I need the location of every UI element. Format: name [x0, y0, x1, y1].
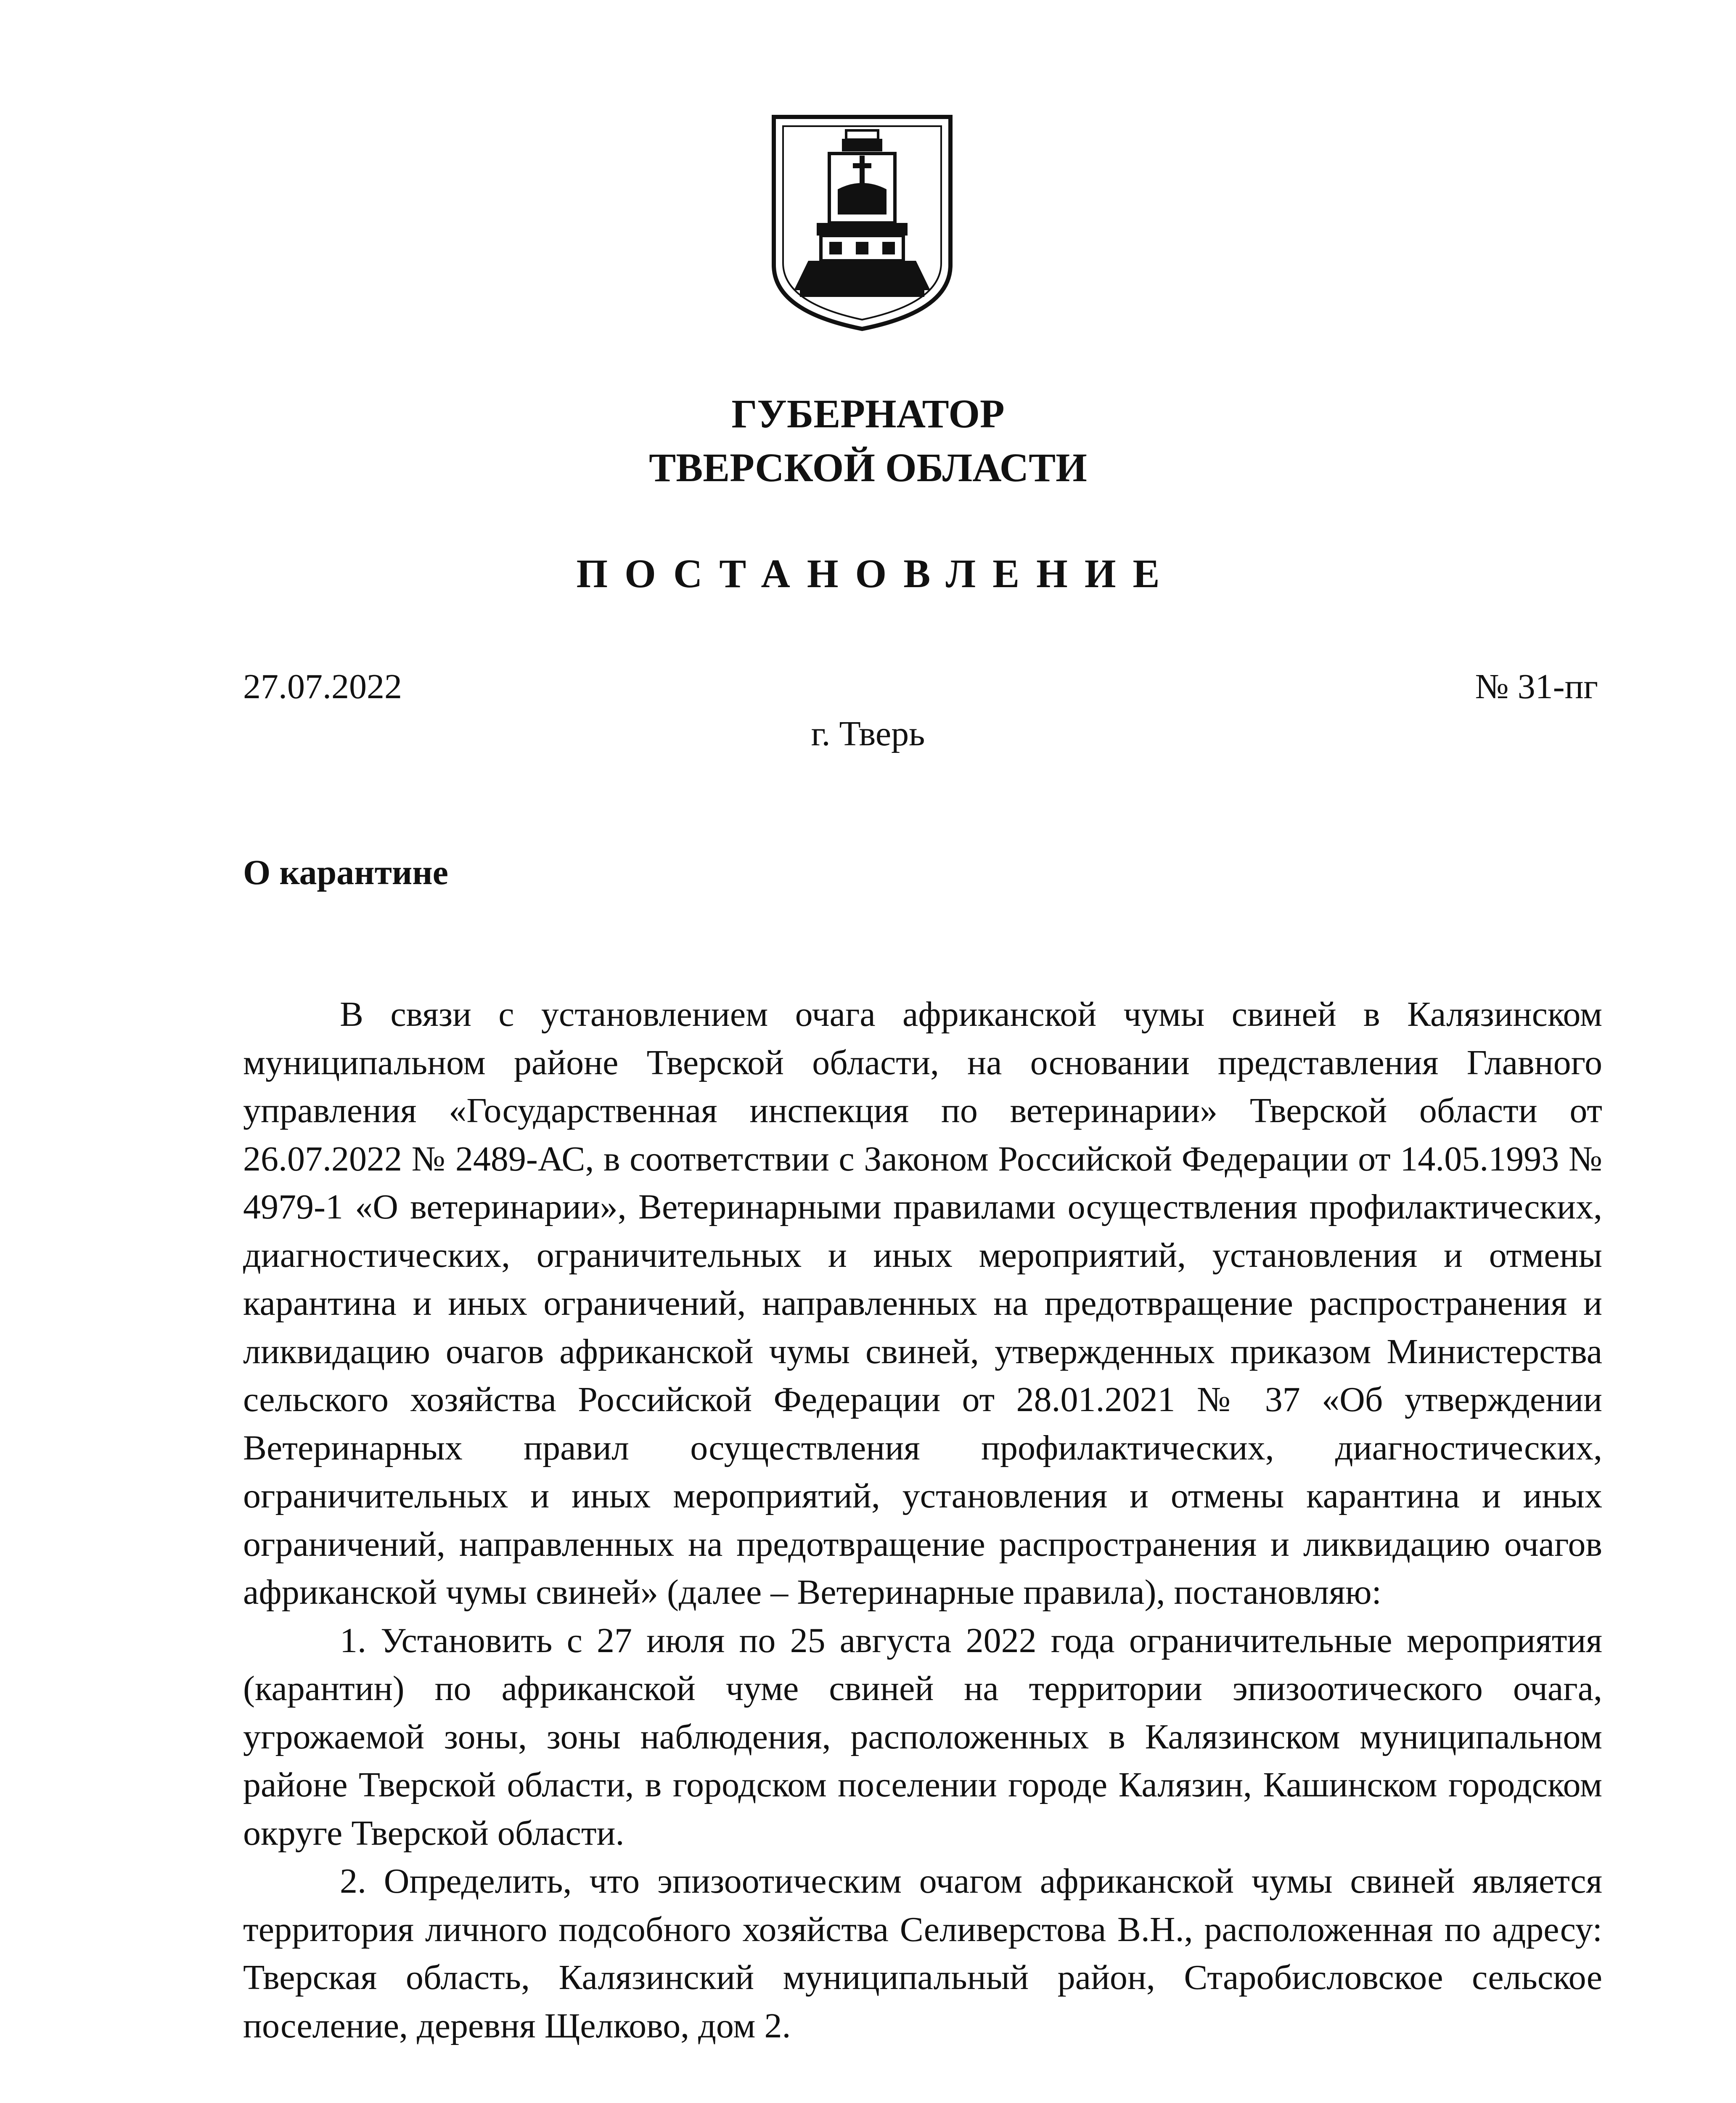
tver-coat-of-arms-icon — [770, 114, 954, 332]
preamble-paragraph: В связи с установлением очага африканской чумы свиней в Калязинском муниципальном районе Тверской области, на основании представления Главного управления «Государственная инспекция по ветеринарии» Тверской области от 26.07.2022 № 2489-АС, в соответствии с Законом Российской Федерации от 14.05.1993 № 4979-1 «О ветеринарии», Ветеринарными правилами осуществления профилактических, диагностических, ограничительных и иных мероприятий, установления и отмены карантина и иных ограничений, направленных на предотвращение распространения и ликвидацию очагов африканской чумы свиней, утвержденных приказом Министерства сельского хозяйства Российской Федерации от 28.01.2021 № 37 «Об утверждении Ветеринарных правил осуществления профилактических, диагностических, ограничительных и иных мероприятий, установления и отмены карантина и иных ограничений, направленных на предотвращение распространения и ликвидацию очагов африканской чумы свиней» (далее – Ветеринарные правила), постановляю: — [243, 995, 1602, 1612]
document-city: г. Тверь — [811, 714, 925, 753]
document-date: 27.07.2022 — [243, 667, 402, 706]
authority-title-line1: ГУБЕРНАТОР — [731, 391, 1005, 436]
document-number: № 31-пг — [1475, 667, 1598, 706]
document-body — [243, 991, 1602, 2050]
authority-title-line2: ТВЕРСКОЙ ОБЛАСТИ — [649, 445, 1087, 490]
item-1-paragraph: 1. Установить с 27 июля по 25 августа 2022 года ограничительные мероприятия (карантин) по африканской чуме свиней на территории эпизоотического очага, угрожаемой зоны, зоны наблюдения, расположенных в Калязинском муниципальном районе Тверской области, в городском поселении городе Калязин, Кашинском городском округе Тверской области. — [243, 1621, 1602, 1853]
document-subject: О карантине — [243, 853, 448, 892]
item-2-paragraph: 2. Определить, что эпизоотическим очагом африканской чумы свиней является территория личного подсобного хозяйства Селиверстова В.Н., расположенная по адресу: Тверская область, Калязинский муниципальный район, Старобисловское сельское поселение, деревня Щелково, дом 2. — [243, 1862, 1602, 2045]
document-type-heading: ПОСТАНОВЛЕНИЕ — [576, 551, 1177, 596]
